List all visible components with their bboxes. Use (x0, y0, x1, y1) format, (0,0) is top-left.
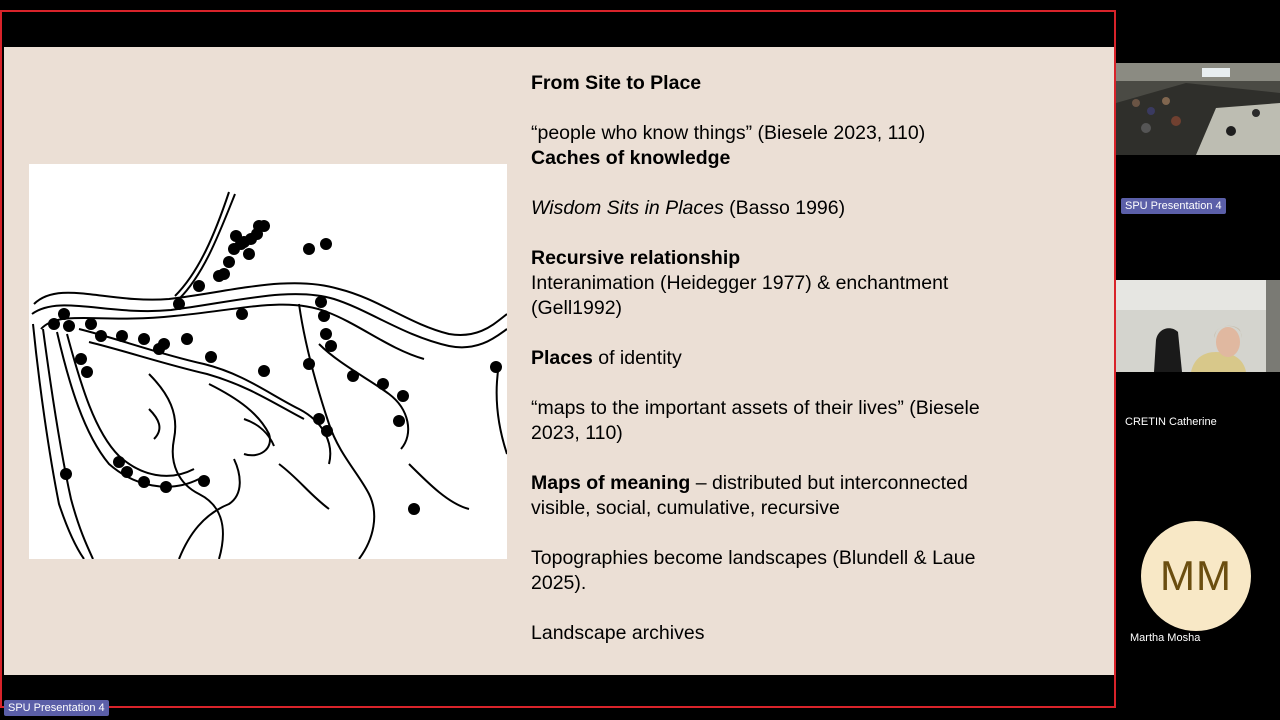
topographic-map-image (29, 164, 507, 559)
site-dot (408, 503, 420, 515)
slide-line (531, 146, 1091, 171)
site-dot (95, 330, 107, 342)
site-dot (81, 366, 93, 378)
line-gap (531, 221, 1091, 246)
site-dot (193, 280, 205, 292)
site-dot (116, 330, 128, 342)
classroom-video-image (1116, 63, 1280, 155)
bold-phrase: Recursive relationship (531, 247, 741, 269)
line-gap (531, 371, 1091, 396)
site-dot (321, 425, 333, 437)
slide-line (531, 271, 1091, 296)
site-dot (75, 353, 87, 365)
text-run: (Gell1992) (531, 297, 623, 319)
text-run: (Basso 1996) (723, 197, 846, 219)
site-dot (303, 358, 315, 370)
site-dot (158, 338, 170, 350)
shared-screen (0, 10, 1116, 708)
line-gap (531, 521, 1091, 546)
person-video-tile[interactable] (1116, 280, 1280, 372)
site-dot (223, 256, 235, 268)
site-dot (253, 220, 265, 232)
slide-text (531, 71, 1091, 646)
slide-line (531, 396, 1091, 421)
site-dot (205, 351, 217, 363)
site-dot (181, 333, 193, 345)
slide-line (531, 71, 1091, 96)
site-dot (320, 328, 332, 340)
site-dot (48, 318, 60, 330)
participant-name-cretin: CRETIN Catherine (1125, 416, 1217, 428)
site-dot (347, 370, 359, 382)
site-dot (393, 415, 405, 427)
bold-phrase: Places (531, 347, 593, 369)
site-dot (228, 243, 240, 255)
slide-line (531, 571, 1091, 596)
map-figure (29, 164, 507, 559)
text-run: Landscape archives (531, 622, 705, 644)
site-dot (121, 466, 133, 478)
site-dot (85, 318, 97, 330)
text-run: of identity (592, 347, 682, 369)
site-dot (377, 378, 389, 390)
line-gap (531, 596, 1091, 621)
text-run: Interanimation (Heidegger 1977) & enchantment (531, 272, 949, 294)
site-dot (138, 333, 150, 345)
presentation-slide (4, 47, 1114, 675)
site-dot (213, 270, 225, 282)
room-name-tag: SPU Presentation 4 (1121, 198, 1226, 214)
presentation-name-tag: SPU Presentation 4 (4, 700, 109, 716)
site-dot (320, 238, 332, 250)
text-run: visible, social, cumulative, recursive (531, 497, 840, 519)
text-run: – distributed but interconnected (690, 472, 968, 494)
site-dot (113, 456, 125, 468)
line-gap (531, 321, 1091, 346)
text-run: 2025). (531, 572, 587, 594)
site-dot (397, 390, 409, 402)
line-gap (531, 171, 1091, 196)
slide-line (531, 471, 1091, 496)
text-run: “maps to the important assets of their lives” (Biesele (531, 397, 980, 419)
bold-phrase: Caches of knowledge (531, 147, 731, 169)
site-dot (258, 365, 270, 377)
person-video-image (1116, 280, 1280, 372)
slide-line (531, 421, 1091, 446)
slide-line (531, 121, 1091, 146)
site-dot (173, 298, 185, 310)
text-run: 2023, 110) (531, 422, 623, 444)
bold-phrase: Maps of meaning (531, 472, 691, 494)
site-dot (243, 248, 255, 260)
site-dot (315, 296, 327, 308)
line-gap (531, 446, 1091, 471)
slide-line (531, 546, 1091, 571)
line-gap (531, 96, 1091, 121)
slide-line (531, 246, 1091, 271)
slide-line (531, 196, 1091, 221)
slide-line (531, 621, 1091, 646)
avatar-martha-mosha[interactable]: MM (1141, 521, 1251, 631)
site-dot (60, 468, 72, 480)
site-dot (63, 320, 75, 332)
italic-phrase: Wisdom Sits in Places (531, 197, 724, 219)
site-dot (230, 230, 242, 242)
slide-line (531, 496, 1091, 521)
site-dot (318, 310, 330, 322)
site-dot (303, 243, 315, 255)
site-dot (198, 475, 210, 487)
slide-line (531, 346, 1091, 371)
participant-name-martha: Martha Mosha (1130, 632, 1201, 644)
site-dot (313, 413, 325, 425)
bold-phrase: From Site to Place (531, 72, 702, 94)
text-run: “people who know things” (Biesele 2023, 110) (531, 122, 926, 144)
slide-line (531, 296, 1091, 321)
site-dot (138, 476, 150, 488)
site-dot (236, 308, 248, 320)
site-dot (58, 308, 70, 320)
text-run: Topographies become landscapes (Blundell & Laue (531, 547, 976, 569)
site-dot (490, 361, 502, 373)
site-dot (325, 340, 337, 352)
site-dot (160, 481, 172, 493)
room-video-tile[interactable] (1116, 63, 1280, 155)
